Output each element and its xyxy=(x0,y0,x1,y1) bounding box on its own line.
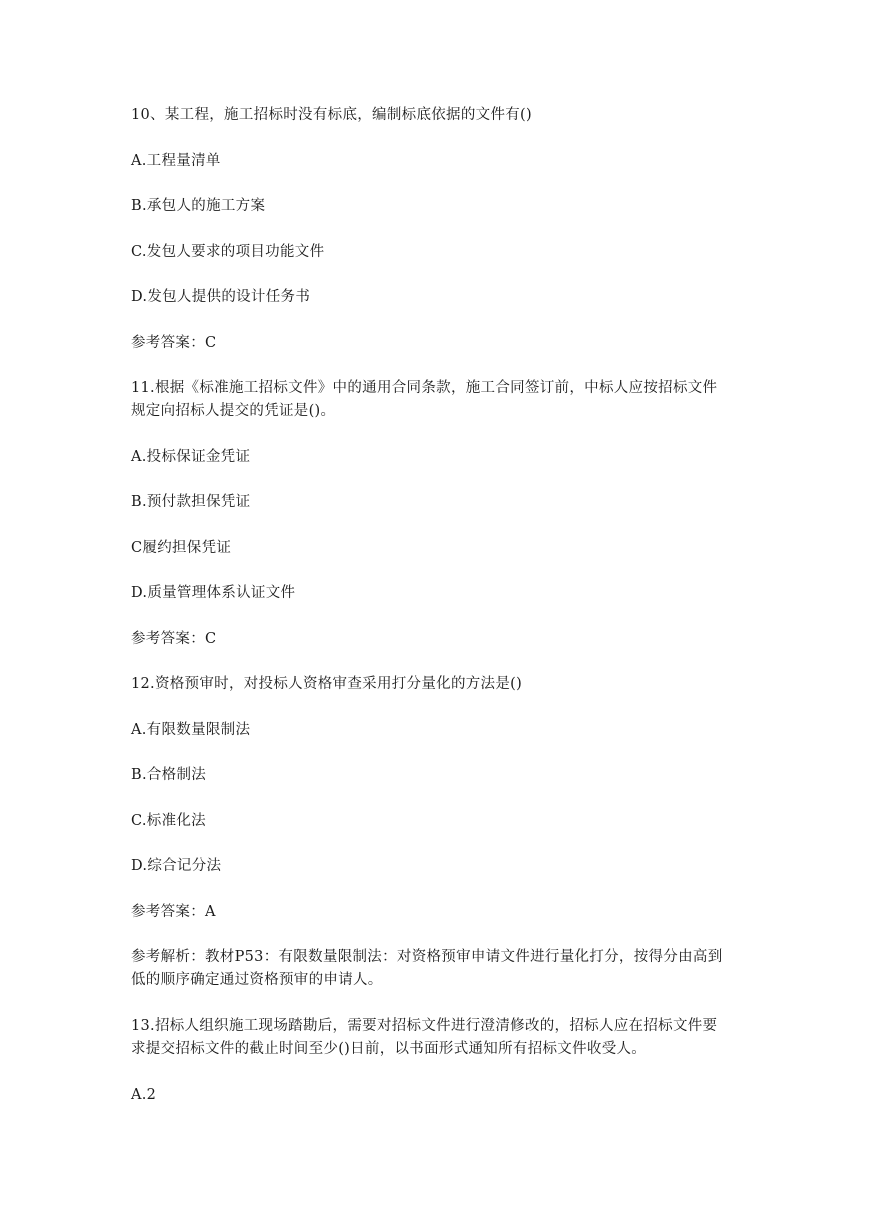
question-12-analysis xyxy=(131,946,741,992)
question-13-stem xyxy=(131,1015,741,1061)
question-12-option-b: B.合格制法 xyxy=(131,767,207,783)
question-10-option-b: B.承包人的施工方案 xyxy=(131,198,266,214)
question-11-stem-line-1: 11.根据《标准施工招标文件》中的通用合同条款，施工合同签订前，中标人应按招标文件 xyxy=(131,380,718,396)
question-10-option-c: C.发包人要求的项目功能文件 xyxy=(131,244,325,260)
question-12-option-c: C.标准化法 xyxy=(131,813,206,829)
question-11-option-d: D.质量管理体系认证文件 xyxy=(131,585,296,601)
question-12-option-a: A.有限数量限制法 xyxy=(131,722,251,738)
question-12-analysis-line-1: 参考解析：教材P53：有限数量限制法：对资格预审申请文件进行量化打分，按得分由高到 xyxy=(131,949,723,965)
question-13-stem-line-2: 求提交招标文件的截止时间至少()日前，以书面形式通知所有招标文件收受人。 xyxy=(131,1041,647,1057)
question-11-option-c: C履约担保凭证 xyxy=(131,540,232,556)
question-10-answer: 参考答案：C xyxy=(131,335,217,351)
question-12-analysis-line-2: 低的顺序确定通过资格预审的申请人。 xyxy=(131,972,383,988)
question-12-option-d: D.综合记分法 xyxy=(131,858,222,874)
question-11-stem-line-2: 规定向招标人提交的凭证是()。 xyxy=(131,403,336,419)
question-11-stem xyxy=(131,377,741,423)
question-12-answer: 参考答案：A xyxy=(131,904,216,920)
question-13-option-a: A.2 xyxy=(131,1087,157,1103)
question-11-option-a: A.投标保证金凭证 xyxy=(131,449,251,465)
question-10-option-a: A.工程量清单 xyxy=(131,153,221,169)
question-11-answer: 参考答案：C xyxy=(131,631,217,647)
question-10-stem: 10、某工程，施工招标时没有标底，编制标底依据的文件有() xyxy=(131,107,532,123)
question-12-stem: 12.资格预审时，对投标人资格审查采用打分量化的方法是() xyxy=(131,676,523,692)
question-10-option-d: D.发包人提供的设计任务书 xyxy=(131,289,311,305)
question-11-option-b: B.预付款担保凭证 xyxy=(131,494,251,510)
question-13-stem-line-1: 13.招标人组织施工现场踏勘后，需要对招标文件进行澄清修改的，招标人应在招标文件要 xyxy=(131,1018,718,1034)
